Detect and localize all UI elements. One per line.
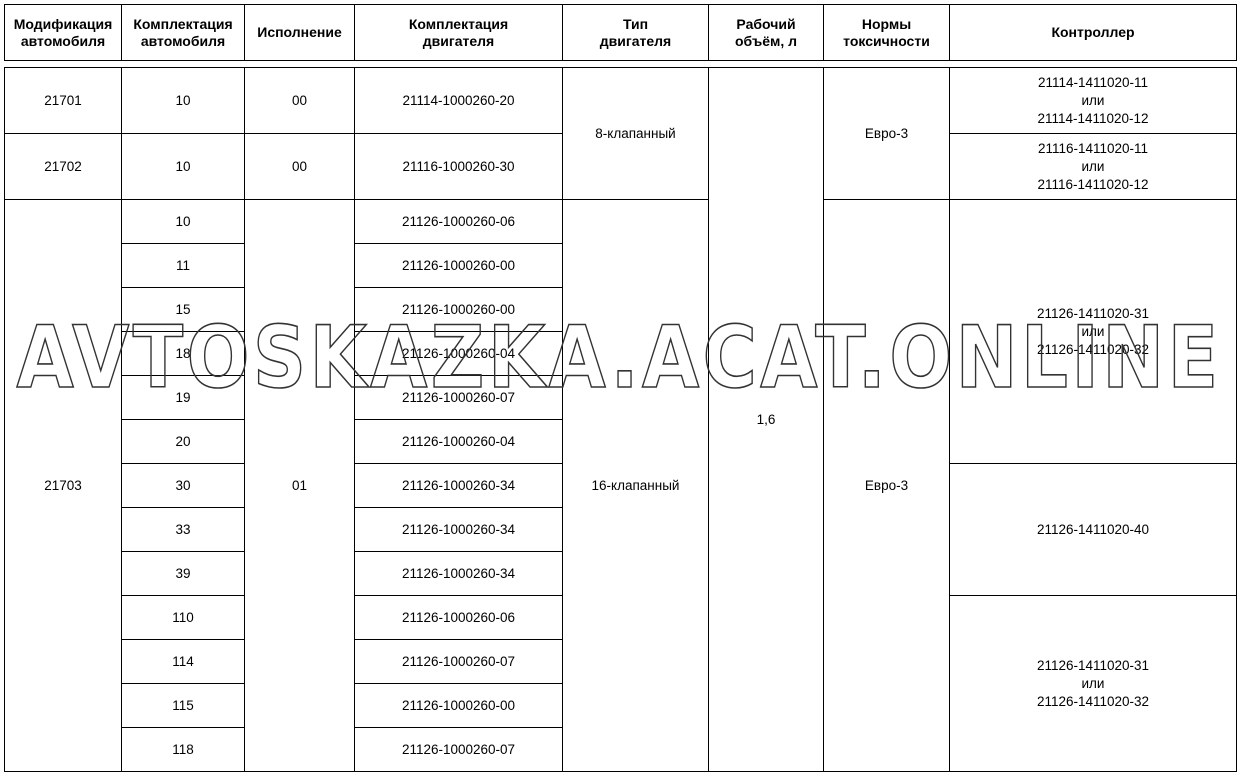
- cell-engine-config: 21126-1000260-04: [355, 420, 563, 464]
- cell-engine-config: 21126-1000260-04: [355, 332, 563, 376]
- cell-engine-config: 21126-1000260-07: [355, 376, 563, 420]
- cell-vehicle-config: 118: [122, 728, 245, 772]
- cell-displacement: 1,6: [709, 68, 824, 772]
- cell-engine-type-8v: 8-клапанный: [563, 68, 709, 200]
- header-engine-type: Тип двигателя: [563, 5, 709, 61]
- cell-engine-type-16v: 16-клапанный: [563, 200, 709, 772]
- cell-controller-2: 21116-1411020-11 или 21116-1411020-12: [950, 134, 1237, 200]
- cell-controller-5: 21126-1411020-31 или 21126-1411020-32: [950, 596, 1237, 772]
- cell-controller-4: 21126-1411020-40: [950, 464, 1237, 596]
- header-vehicle-config: Комплектация автомобиля: [122, 5, 245, 61]
- cell-vehicle-config: 110: [122, 596, 245, 640]
- cell-engine-config: 21126-1000260-00: [355, 244, 563, 288]
- cell-vehicle-config: 20: [122, 420, 245, 464]
- cell-vehicle-config: 10: [122, 134, 245, 200]
- table-header: [4, 4, 1237, 61]
- cell-vehicle-config: 18: [122, 332, 245, 376]
- header-controller: Контроллер: [950, 5, 1237, 61]
- cell-controller-1: 21114-1411020-11 или 21114-1411020-12: [950, 68, 1237, 134]
- header-modification: Модификация автомобиля: [5, 5, 122, 61]
- cell-vehicle-config: 30: [122, 464, 245, 508]
- header-version: Исполнение: [245, 5, 355, 61]
- header-emission: Нормы токсичности: [824, 5, 950, 61]
- cell-vehicle-config: 114: [122, 640, 245, 684]
- cell-vehicle-config: 39: [122, 552, 245, 596]
- cell-modification: 21702: [5, 134, 122, 200]
- cell-engine-config: 21126-1000260-34: [355, 508, 563, 552]
- cell-engine-config: 21116-1000260-30: [355, 134, 563, 200]
- cell-modification: 21701: [5, 68, 122, 134]
- cell-version: 00: [245, 68, 355, 134]
- cell-engine-config: 21126-1000260-00: [355, 288, 563, 332]
- cell-engine-config: 21126-1000260-00: [355, 684, 563, 728]
- cell-vehicle-config: 115: [122, 684, 245, 728]
- cell-engine-config: 21114-1000260-20: [355, 68, 563, 134]
- cell-engine-config: 21126-1000260-06: [355, 200, 563, 244]
- cell-engine-config: 21126-1000260-07: [355, 640, 563, 684]
- cell-emission-b: Евро-3: [824, 200, 950, 772]
- cell-version: 01: [245, 200, 355, 772]
- header-engine-config: Комплектация двигателя: [355, 5, 563, 61]
- cell-controller-3: 21126-1411020-31 или 21126-1411020-32: [950, 200, 1237, 464]
- table-row: [5, 68, 1237, 134]
- header-displacement: Рабочий объём, л: [709, 5, 824, 61]
- cell-engine-config: 21126-1000260-34: [355, 552, 563, 596]
- table-body: [4, 67, 1237, 772]
- cell-engine-config: 21126-1000260-06: [355, 596, 563, 640]
- cell-modification: 21703: [5, 200, 122, 772]
- cell-vehicle-config: 33: [122, 508, 245, 552]
- cell-vehicle-config: 10: [122, 68, 245, 134]
- cell-vehicle-config: 11: [122, 244, 245, 288]
- cell-emission-a: Евро-3: [824, 68, 950, 200]
- cell-vehicle-config: 10: [122, 200, 245, 244]
- cell-version: 00: [245, 134, 355, 200]
- header-row: [5, 5, 1237, 61]
- cell-engine-config: 21126-1000260-34: [355, 464, 563, 508]
- cell-vehicle-config: 19: [122, 376, 245, 420]
- cell-vehicle-config: 15: [122, 288, 245, 332]
- watermark-text: AVTOSKAZKA.ACAT.ONLINE: [16, 308, 1222, 408]
- table-row: [5, 200, 1237, 244]
- cell-engine-config: 21126-1000260-07: [355, 728, 563, 772]
